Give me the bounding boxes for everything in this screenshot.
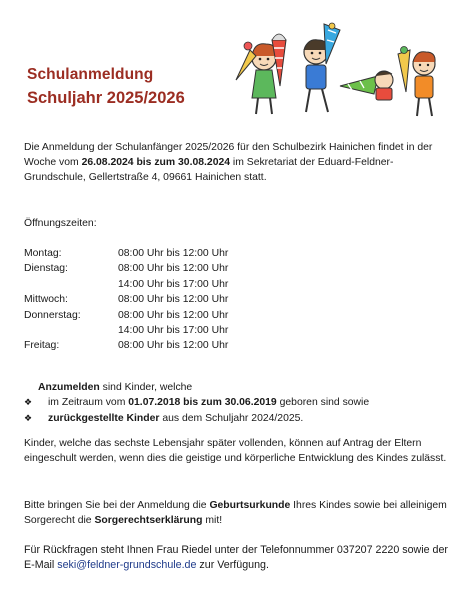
hours-time: 08:00 Uhr bis 12:00 Uhr <box>118 248 229 259</box>
hours-row <box>24 292 354 307</box>
boy-with-cone-icon <box>304 23 340 112</box>
eligibility-birth-range: im Zeitraum vom 01.07.2018 bis zum 30.06.2019 geboren sind sowie <box>48 397 370 408</box>
hours-time: 08:00 Uhr bis 12:00 Uhr <box>118 309 229 321</box>
hours-row <box>24 323 354 338</box>
hours-day: Freitag: <box>24 340 60 352</box>
hours-time: 08:00 Uhr bis 12:00 Uhr <box>118 294 229 306</box>
opening-hours-table <box>24 246 354 354</box>
hours-day: Montag: <box>24 248 62 259</box>
girl-with-yellow-cone-icon <box>398 47 435 117</box>
page-subtitle: Schuljahr 2025/2026 <box>27 89 185 107</box>
hours-day <box>24 323 118 338</box>
contact-paragraph: Für Rückfragen steht Ihnen Frau Riedel unter der Telefonnummer 037207 2220 sowie der E-Mail seki@feldner-grundschule.de zur Verfügung. <box>24 544 448 571</box>
diamond-bullet-icon: ❖ <box>24 397 33 407</box>
list-item <box>24 395 369 411</box>
hours-row <box>24 338 354 353</box>
early-enrollment-paragraph: Kinder, welche das sechste Lebensjahr später vollenden, können auf Antrag der Eltern eingeschult werden, wenn dies die geistige und körperliche Entwicklung des Kindes zulässt. <box>24 438 447 464</box>
hours-row <box>24 277 354 292</box>
list-item <box>24 411 369 427</box>
hours-row <box>24 308 354 323</box>
hours-row <box>24 261 354 276</box>
eligibility-list <box>24 395 369 426</box>
registration-dates: 26.08.2024 bis zum 30.08.2024 <box>81 157 231 168</box>
documents-paragraph: Bitte bringen Sie bei der Anmeldung die Geburtsurkunde Ihres Kindes sowie bei alleinigem Sorgerecht die Sorgerechtserklärung mit! <box>24 500 447 526</box>
eligibility-deferred: zurückgestellte Kinder aus dem Schuljahr 2024/2025. <box>48 412 304 424</box>
hours-day <box>24 277 118 292</box>
email-link[interactable]: seki@feldner-grundschule.de <box>57 559 197 571</box>
hours-day: Dienstag: <box>24 263 68 275</box>
hours-time: 14:00 Uhr bis 17:00 Uhr <box>118 324 229 336</box>
child-with-green-cone-icon <box>340 71 393 100</box>
hours-day: Mittwoch: <box>24 294 68 306</box>
hours-time: 14:00 Uhr bis 17:00 Uhr <box>118 278 229 290</box>
opening-hours-heading: Öffnungszeiten: <box>24 218 97 229</box>
hours-day: Donnerstag: <box>24 309 81 321</box>
page-title: Schulanmeldung <box>27 66 154 83</box>
hours-time: 08:00 Uhr bis 12:00 Uhr <box>118 263 229 275</box>
diamond-bullet-icon: ❖ <box>24 412 33 423</box>
girl-with-cone-icon <box>236 42 276 114</box>
school-children-illustration <box>228 20 450 120</box>
hours-row <box>24 246 354 261</box>
eligibility-lead: Anzumelden sind Kinder, welche <box>38 382 193 393</box>
intro-paragraph: Die Anmeldung der Schulanfänger 2025/2026 für den Schulbezirk Hainichen findet in der Woche vom 26.08.2024 bis zum 30.08.2024 im Sekretariat der Eduard-Feldner-Grundschule, Gellertstraße 4, 09661 Hainichen statt. <box>24 142 433 183</box>
hours-time: 08:00 Uhr bis 12:00 Uhr <box>118 340 229 352</box>
